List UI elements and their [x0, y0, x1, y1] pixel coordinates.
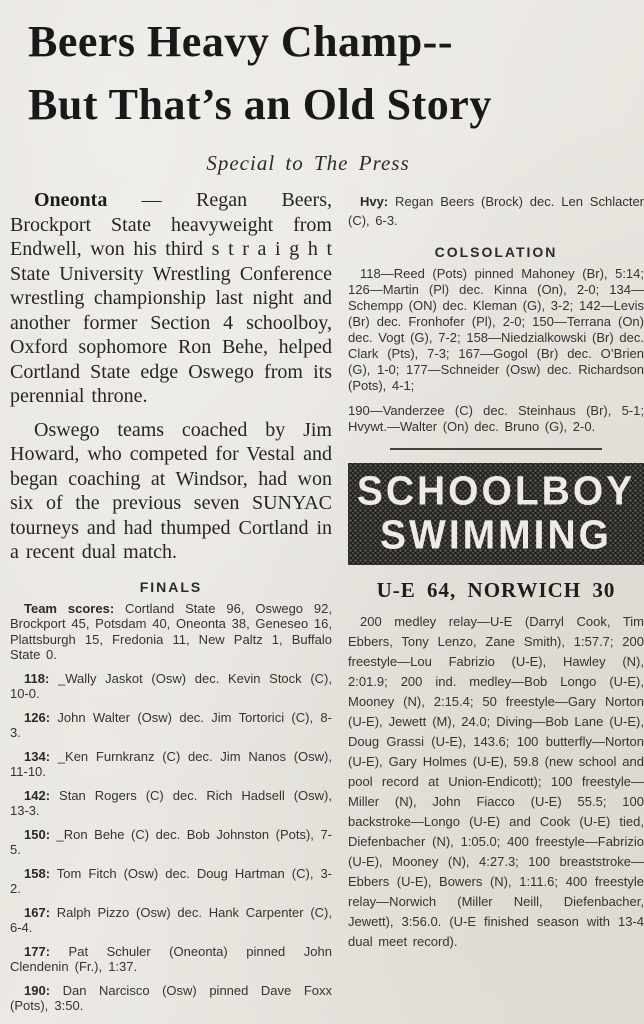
left-column — [10, 188, 332, 1014]
consolation-results-1: 118—Reed (Pots) pinned Mahoney (Br), 5:14; 126—Martin (Pl) dec. Kinna (On), 2-0; 134—Schempp (ON) dec. Kleman (G), 3-2; 142—Levis (Br) dec. Fronhofer (Pl), 2-0; 150—Terrana (On) dec. Vogt (G), 7-2; 158—Niedzialkowski (Br) dec. Clark (Pts), 7-3; 167—Gogol (Br) dec. O’Brien (G), 1-0; 177—Schneider (Osw) dec. Richardson (Pots), 4-1; — [348, 266, 644, 393]
article-header — [8, 10, 636, 176]
section-divider — [390, 448, 602, 450]
final-result-150: 150: _Ron Behe (C) dec. Bob Johnston (Pots), 7-5. — [10, 826, 332, 857]
final-result-142: 142: Stan Rogers (C) dec. Rich Hadsell (Osw), 13-3. — [10, 787, 332, 818]
heavyweight-label: Hvy: — [360, 194, 389, 209]
swim-meet-score-heading: U-E 64, NORWICH 30 — [376, 578, 616, 602]
schoolboy-swimming-banner — [348, 463, 644, 565]
right-column — [348, 188, 644, 1014]
consolation-results-2: 190—Vanderzee (C) dec. Steinhaus (Br), 5-1; Hvywt.—Walter (On) dec. Bruno (G), 2-0. — [348, 403, 644, 434]
team-scores — [10, 601, 332, 663]
article-paragraph-2: Oswego teams coached by Jim Howard, who competed for Vestal and began coaching at Windsor, had won six of the previous seven SUNYAC tourneys and had thumped Cortland in a recent dual match. — [10, 418, 332, 563]
banner-line-1: SCHOOLBOY — [356, 469, 636, 514]
final-result-134: 134: _Ken Furnkranz (C) dec. Jim Nanos (Osw), 11-10. — [10, 748, 332, 779]
final-result-126: 126: John Walter (Osw) dec. Jim Tortorici (C), 8-3. — [10, 709, 332, 740]
heavyweight-result — [348, 192, 644, 230]
final-result-190: 190: Dan Narcisco (Osw) pinned Dave Foxx (Pots), 3:50. — [10, 982, 332, 1013]
headline-line-1: Beers Heavy Champ-- — [28, 17, 453, 66]
headline — [28, 10, 636, 136]
team-scores-text: Cortland State 96, Oswego 92, Brockport 45, Potsdam 40, Oneonta 38, Geneseo 16, Plattsburgh 15, Fredonia 11, New Paltz 1, Buffalo State 0. — [10, 600, 332, 662]
swim-results: 200 medley relay—U-E (Darryl Cook, Tim Ebbers, Tony Lenzo, Zane Smith), 1:57.7; 200 freestyle—Lou Fabrizio (U-E), Hawley (N), 2:01.9; 200 ind. medley—Bob Longo (U-E), Mooney (N), 2:15.4; 50 freestyle—Gary Norton (U-E), Jewett (M), 24.0; Diving—Bob Lane (U-E), Doug Grassi (U-E), 143.6; 100 butterfly—Norton (U-E), Gary Holmes (U-E), 59.8 (new school and pool record at Union-Endicott); 100 freestyle—Miller (N), John Fiacco (U-E) 55.5; 100 backstroke—Longo (U-E) and Cook (U-E) tied, Diefenbacher (N), 1:05.0; 400 freestyle—Fabrizio (U-E), Mooney (N), 4:27.3; 100 breaststroke—Ebbers (U-E), Bowers (N), 1:11.6; 400 freestyle relay—Norwich (Miller Neill, Diefenbacher, Jewett), 3:56.0. (U-E finished season with 13-4 dual meet record). — [348, 614, 644, 949]
headline-line-2: But That’s an Old Story — [28, 80, 492, 129]
finals-heading: FINALS — [139, 578, 203, 595]
article-paragraph-1 — [10, 188, 332, 409]
heavyweight-text: Regan Beers (Brock) dec. Len Schlacter (C), 6-3. — [348, 194, 644, 228]
byline: Special to The Press — [206, 151, 410, 175]
dateline: Oneonta — [34, 189, 108, 211]
article-columns — [8, 188, 644, 1014]
final-result-118: 118: _Wally Jaskot (Osw) dec. Kevin Stock (C), 10-0. — [10, 670, 332, 701]
consolation-heading: COLSOLATION — [434, 244, 558, 260]
banner-line-2: SWIMMING — [380, 513, 612, 558]
final-result-177: 177: Pat Schuler (Oneonta) pinned John Clendenin (Fr.), 1:37. — [10, 943, 332, 974]
team-scores-label: Team scores: — [24, 600, 115, 616]
final-result-158: 158: Tom Fitch (Osw) dec. Doug Hartman (C), 3-2. — [10, 865, 332, 896]
final-result-167: 167: Ralph Pizzo (Osw) dec. Hank Carpenter (C), 6-4. — [10, 904, 332, 935]
paragraph-1-text: — Regan Beers, Brockport State heavyweight from Endwell, won his third s t r a i g h t State University Wrestling Conference wrestling championship last night and another former Section 4 schoolboy, Oxford sophomore Ron Behe, helped Cortland State edge Oswego from its perennial throne. — [10, 189, 332, 407]
